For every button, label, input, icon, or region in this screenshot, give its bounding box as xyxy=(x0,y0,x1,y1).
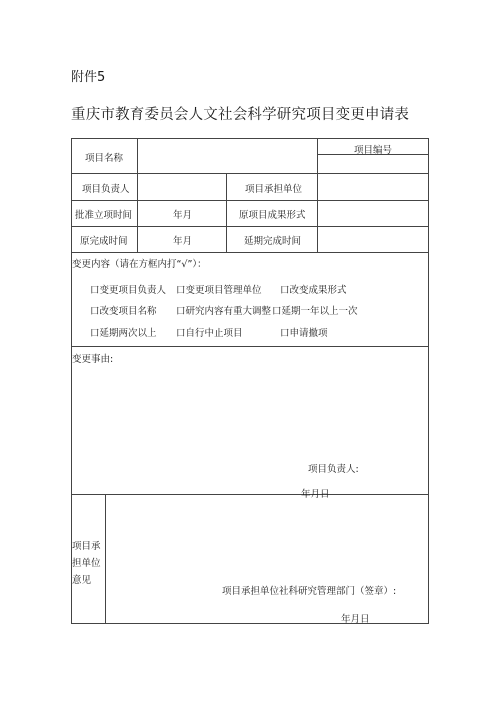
option-self-terminate[interactable]: 口自行中止项目 xyxy=(176,328,243,339)
column-divider xyxy=(137,138,138,173)
project-number-label: 项目编号 xyxy=(354,145,393,156)
project-name-label: 项目名称 xyxy=(85,153,124,164)
option-change-project-name[interactable]: 口改变项目名称 xyxy=(90,306,157,317)
option-change-management-unit[interactable]: 口变更项目管理单位 xyxy=(176,285,262,296)
column-divider xyxy=(226,173,227,252)
unit-opinion-field[interactable] xyxy=(108,497,426,573)
row-divider xyxy=(71,226,429,227)
unit-opinion-label-line: 担单位 xyxy=(72,558,101,569)
extended-completion-label: 延期完成时间 xyxy=(244,236,302,247)
table-border-bottom xyxy=(71,623,429,624)
original-result-form-field[interactable] xyxy=(319,202,426,224)
option-extend-one-year[interactable]: 口延期一年以上一次 xyxy=(272,306,358,317)
undertaking-unit-field[interactable] xyxy=(319,175,426,198)
approval-time-value[interactable]: 年月 xyxy=(173,210,193,221)
option-extend-twice[interactable]: 口延期两次以上 xyxy=(90,328,157,339)
original-completion-value[interactable]: 年月 xyxy=(173,236,193,247)
change-reason-label: 变更事由: xyxy=(72,354,114,365)
leader-signature-label: 项目负责人: xyxy=(308,464,359,475)
approval-time-label: 批准立项时间 xyxy=(75,210,133,221)
table-border-right xyxy=(428,138,429,624)
project-name-field[interactable] xyxy=(139,140,315,171)
unit-date-label: 年月日 xyxy=(341,614,370,625)
project-leader-label: 项目负责人 xyxy=(82,184,130,195)
unit-opinion-label-line: 项目承 xyxy=(72,541,101,552)
row-divider xyxy=(71,494,429,495)
row-divider xyxy=(71,252,429,253)
column-divider xyxy=(317,138,318,173)
unit-opinion-label-line: 意见 xyxy=(72,575,92,586)
original-completion-label: 原完成时间 xyxy=(80,236,128,247)
option-change-leader[interactable]: 口变更项目负责人 xyxy=(90,285,167,296)
column-divider xyxy=(105,494,106,623)
row-divider xyxy=(71,173,429,174)
row-divider xyxy=(71,346,429,347)
project-number-field[interactable] xyxy=(319,156,426,171)
unit-signature-label: 项目承担单位社科研究管理部门（签章）: xyxy=(222,586,397,597)
option-apply-withdraw[interactable]: 口申请撤项 xyxy=(280,328,328,339)
change-content-label: 变更内容（请在方框内打“√”）： xyxy=(72,259,207,270)
table-border-top xyxy=(71,138,429,139)
original-result-form-label: 原项目成果形式 xyxy=(239,210,306,221)
change-reason-field[interactable] xyxy=(73,366,425,454)
option-change-result-form[interactable]: 口改变成果形式 xyxy=(280,285,347,296)
document-title: 重庆市教育委员会人文社会科学研究项目变更申请表 xyxy=(71,107,410,123)
attachment-label: 附件5 xyxy=(71,70,106,85)
column-divider xyxy=(137,173,138,252)
project-leader-field[interactable] xyxy=(139,175,224,198)
undertaking-unit-label: 项目承担单位 xyxy=(245,184,303,195)
extended-completion-field[interactable] xyxy=(319,228,426,250)
option-major-content-adjust[interactable]: 口研究内容有重大调整 xyxy=(176,306,272,317)
column-divider xyxy=(317,173,318,252)
leader-date-label: 年月日 xyxy=(301,489,330,500)
row-divider xyxy=(71,200,429,201)
